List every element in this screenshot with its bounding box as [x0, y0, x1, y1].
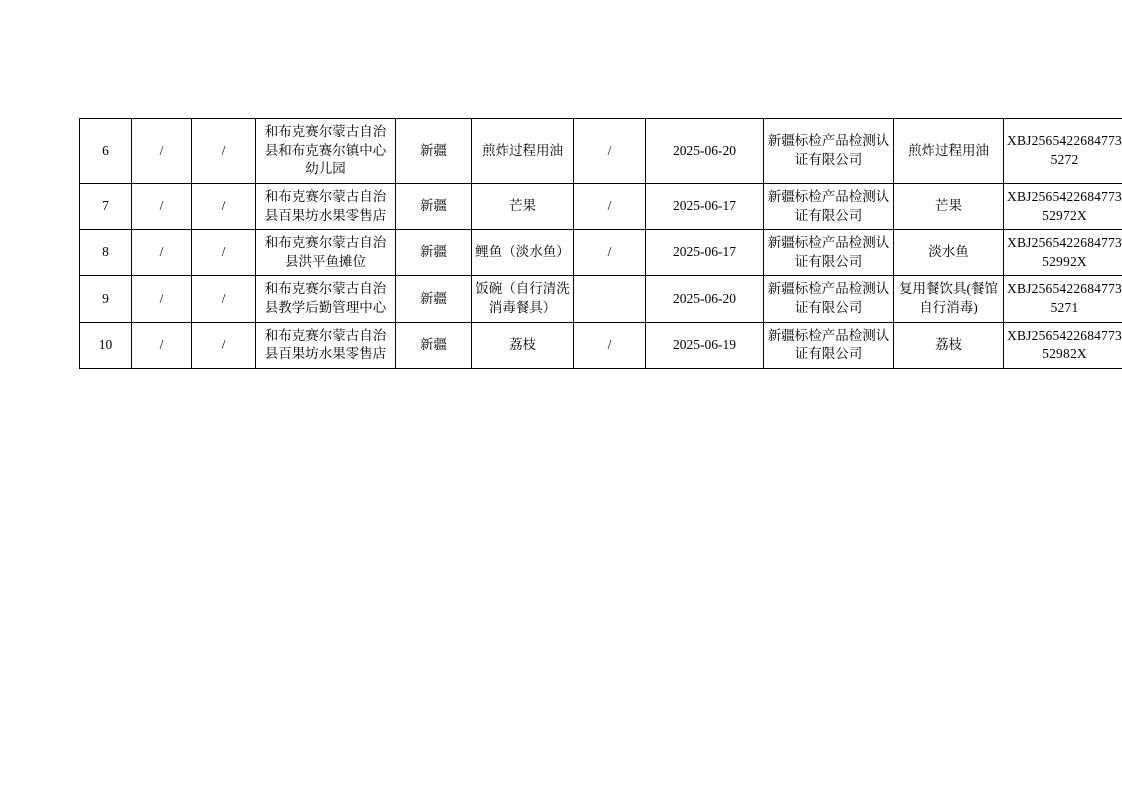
cell-col7: / — [574, 322, 646, 368]
cell-col3: / — [192, 119, 256, 184]
cell-col2: / — [132, 183, 192, 229]
cell-category: 荔枝 — [894, 322, 1004, 368]
cell-region: 新疆 — [396, 230, 472, 276]
cell-sample: 芒果 — [472, 183, 574, 229]
cell-index: 10 — [80, 322, 132, 368]
inspection-results-table — [79, 118, 1122, 369]
cell-region: 新疆 — [396, 119, 472, 184]
cell-col3: / — [192, 276, 256, 322]
cell-date: 2025-06-19 — [646, 322, 764, 368]
cell-category: 芒果 — [894, 183, 1004, 229]
table-row — [80, 230, 1122, 276]
table-container — [79, 118, 1122, 369]
cell-region: 新疆 — [396, 322, 472, 368]
cell-report-no: XBJ256542268477352982X — [1004, 322, 1122, 368]
cell-category: 煎炸过程用油 — [894, 119, 1004, 184]
table-row — [80, 119, 1122, 184]
cell-col2: / — [132, 276, 192, 322]
cell-unit: 和布克赛尔蒙古自治县和布克赛尔镇中心幼儿园 — [256, 119, 396, 184]
cell-agency: 新疆标检产品检测认证有限公司 — [764, 183, 894, 229]
cell-agency: 新疆标检产品检测认证有限公司 — [764, 276, 894, 322]
cell-col3: / — [192, 322, 256, 368]
cell-col7 — [574, 276, 646, 322]
cell-unit: 和布克赛尔蒙古自治县百果坊水果零售店 — [256, 183, 396, 229]
cell-col3: / — [192, 230, 256, 276]
cell-col7: / — [574, 119, 646, 184]
cell-sample: 煎炸过程用油 — [472, 119, 574, 184]
cell-region: 新疆 — [396, 183, 472, 229]
cell-agency: 新疆标检产品检测认证有限公司 — [764, 322, 894, 368]
cell-col3: / — [192, 183, 256, 229]
cell-index: 6 — [80, 119, 132, 184]
cell-col7: / — [574, 183, 646, 229]
cell-sample: 鲤鱼（淡水鱼） — [472, 230, 574, 276]
cell-date: 2025-06-20 — [646, 119, 764, 184]
table-row — [80, 276, 1122, 322]
cell-sample: 饭碗（自行清洗消毒餐具） — [472, 276, 574, 322]
cell-unit: 和布克赛尔蒙古自治县洪平鱼摊位 — [256, 230, 396, 276]
cell-unit: 和布克赛尔蒙古自治县教学后勤管理中心 — [256, 276, 396, 322]
cell-agency: 新疆标检产品检测认证有限公司 — [764, 230, 894, 276]
cell-region: 新疆 — [396, 276, 472, 322]
cell-category: 复用餐饮具(餐馆自行消毒) — [894, 276, 1004, 322]
cell-sample: 荔枝 — [472, 322, 574, 368]
cell-report-no: XBJ256542268477352992X — [1004, 230, 1122, 276]
cell-agency: 新疆标检产品检测认证有限公司 — [764, 119, 894, 184]
cell-col7: / — [574, 230, 646, 276]
cell-index: 8 — [80, 230, 132, 276]
cell-report-no: XBJ256542268477352972X — [1004, 183, 1122, 229]
cell-col2: / — [132, 322, 192, 368]
cell-index: 9 — [80, 276, 132, 322]
cell-report-no: XBJ25654226847735272 — [1004, 119, 1122, 184]
cell-unit: 和布克赛尔蒙古自治县百果坊水果零售店 — [256, 322, 396, 368]
cell-col2: / — [132, 230, 192, 276]
table-body — [80, 119, 1122, 369]
table-row — [80, 183, 1122, 229]
cell-date: 2025-06-17 — [646, 230, 764, 276]
table-row — [80, 322, 1122, 368]
cell-date: 2025-06-17 — [646, 183, 764, 229]
cell-date: 2025-06-20 — [646, 276, 764, 322]
cell-index: 7 — [80, 183, 132, 229]
cell-col2: / — [132, 119, 192, 184]
cell-category: 淡水鱼 — [894, 230, 1004, 276]
cell-report-no: XBJ25654226847735271 — [1004, 276, 1122, 322]
